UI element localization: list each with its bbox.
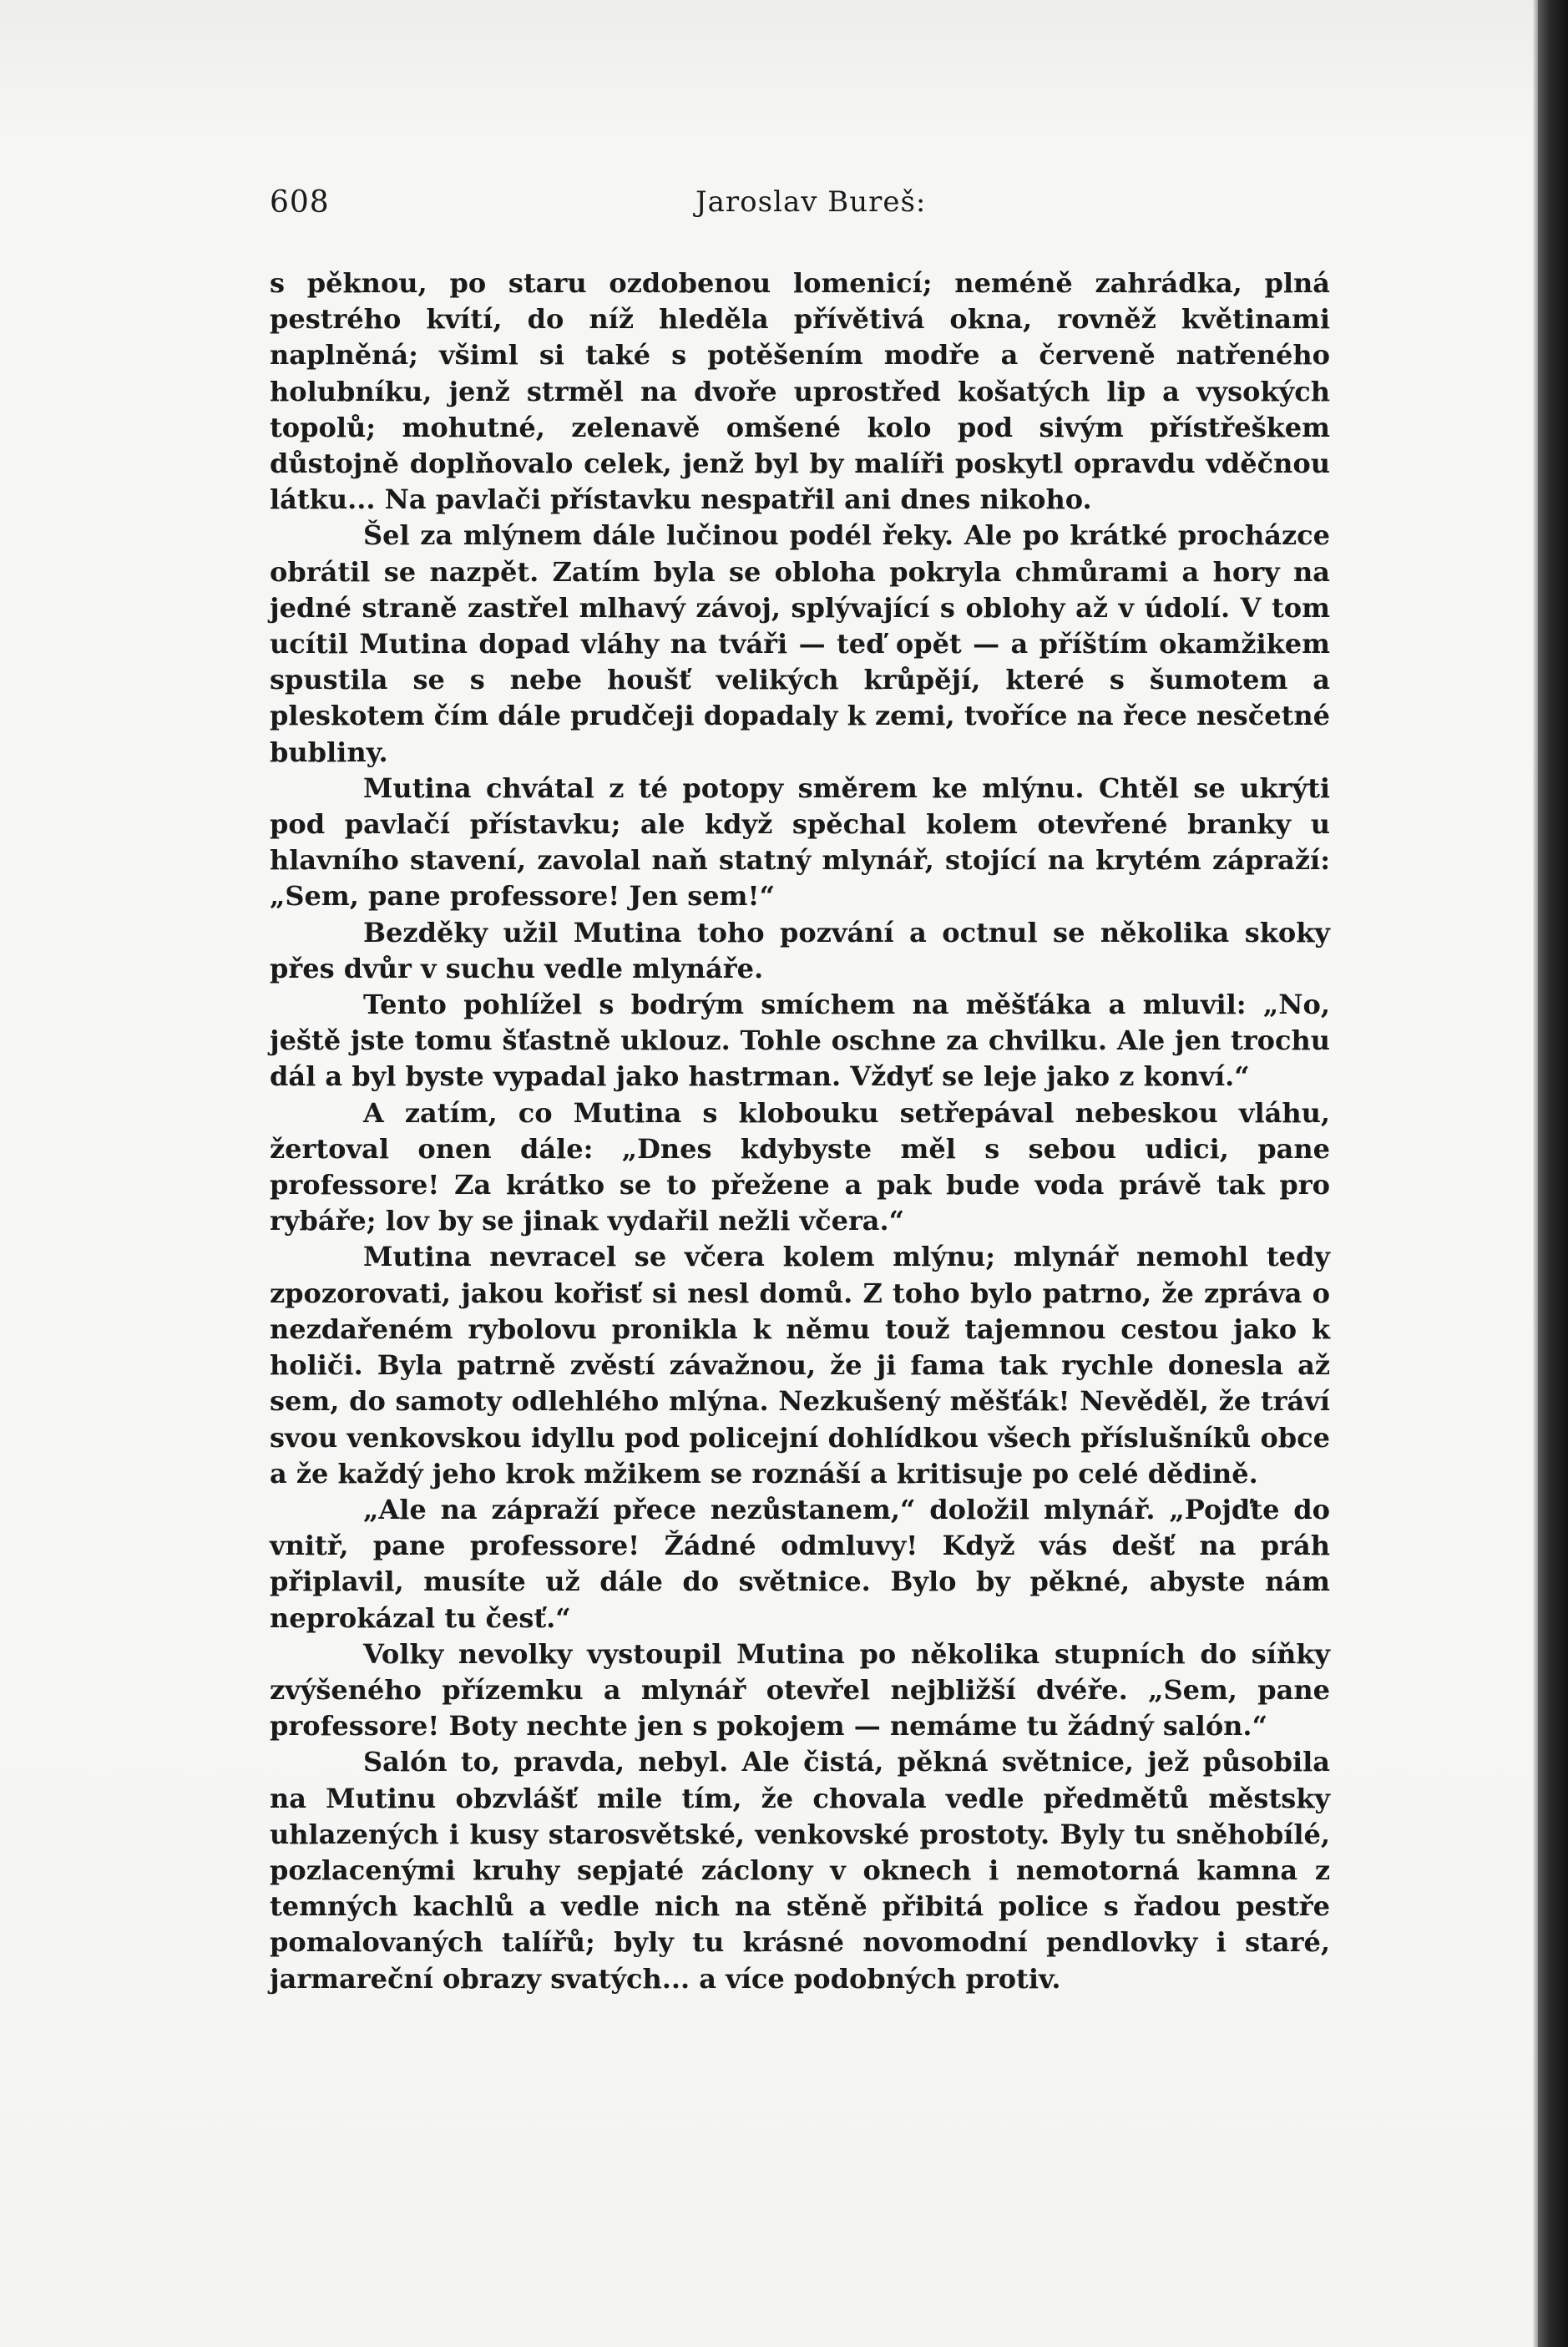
body-text <box>270 266 1330 1997</box>
paragraph: Bezděky užil Mutina toho pozvání a octnul se několika skoky přes dvůr v suchu vedle mlynáře. <box>270 916 1330 984</box>
paragraph: Volky nevolky vystoupil Mutina po několika stupních do síňky zvýšeného přízemku a mlynář otevřel nejbližší dvéře. „Sem, pane professore! Boty nechte jen s pokojem — nemáme tu žádný salón.“ <box>270 1637 1330 1743</box>
paragraph: s pěknou, po staru ozdobenou lomenicí; neméně zahrádka, plná pestrého kvítí, do níž hleděla přívětivá okna, rovněž květinami naplněná; všiml si také s potěšením modře a červeně natřeného holubníku, jenž strměl na dvoře uprostřed košatých lip a vysokých topolů; mohutné, zelenavě omšené kolo pod sivým přístřeškem důstojně doplňovalo celek, jenž byl by malíři poskytl opravdu vděčnou látku... Na pavlači přístavku nespatřil ani dnes nikoho. <box>270 267 1330 516</box>
paragraph: A zatím, co Mutina s klobouku setřepával nebeskou vláhu, žertoval onen dále: „Dnes kdybyste měl s sebou udici, pane professore! Za krátko se to přežene a pak bude voda právě tak pro rybáře; lov by se jinak vydařil nežli včera.“ <box>270 1096 1330 1237</box>
page-number: 608 <box>270 185 330 220</box>
running-title: Jaroslav Bureš: <box>695 185 927 219</box>
book-binding <box>1538 0 1568 2347</box>
paragraph: Mutina nevracel se včera kolem mlýnu; mlynář nemohl tedy zpozorovati, jakou kořisť si nesl domů. Z toho bylo patrno, že zpráva o nezdařeném rybolovu pronikla k němu touž tajemnou cestou jako k holiči. Byla patrně zvěstí závažnou, že ji fama tak rychle donesla až sem, do samoty odlehlého mlýna. Nezkušený měšťák! Nevěděl, že tráví svou venkovskou idyllu pod policejní dohlídkou všech příslušníků obce a že každý jeho krok mžikem se roznáší a kritisuje po celé dědině. <box>270 1241 1330 1490</box>
paragraph: Tento pohlížel s bodrým smíchem na měšťáka a mluvil: „No, ještě jste tomu šťastně uklouz. Tohle oschne za chvilku. Ale jen trochu dál a byl byste vypadal jako hastrman. Vždyť se leje jako z konví.“ <box>270 989 1330 1093</box>
paragraph: Šel za mlýnem dále lučinou podél řeky. Ale po krátké procházce obrátil se nazpět. Zatím byla se obloha pokryla chmůrami a hory na jedné straně zastřel mlhavý závoj, splývající s oblohy až v údolí. V tom ucítil Mutina dopad vláhy na tváři — teď opět — a příštím okamžikem spustila se s nebe houšť velikých krůpějí, které s šumotem a pleskotem čím dále prudčeji dopadaly k zemi, tvoříce na řece nesčetné bubliny. <box>270 519 1330 768</box>
paragraph: „Ale na zápraží přece nezůstanem,“ doložil mlynář. „Pojďte do vnitř, pane professore! Žádné odmluvy! Když vás dešť na práh připlavil, musíte už dále do světnice. Bylo by pěkné, abyste nám neprokázal tu česť.“ <box>270 1493 1330 1634</box>
paragraph: Salón to, pravda, nebyl. Ale čistá, pěkná světnice, jež působila na Mutinu obzvlášť mile tím, že chovala vedle předmětů městsky uhlazených i kusy starosvětské, venkovské prostoty. Byly tu sněhobílé, pozlacenými kruhy sepjaté záclony v oknech i nemotorná kamna z temných kachlů a vedle nich na stěně přibitá police s řadou pestře pomalovaných talířů; byly tu krásné novomodní pendlovky i staré, jarmareční obrazy svatých... a více podobných protiv. <box>270 1746 1330 1995</box>
running-head <box>270 185 1330 227</box>
paragraph: Mutina chvátal z té potopy směrem ke mlýnu. Chtěl se ukrýti pod pavlačí přístavku; ale když spěchal kolem otevřené branky u hlavního stavení, zavolal naň statný mlynář, stojící na krytém zápraží: „Sem, pane professore! Jen sem!“ <box>270 771 1330 913</box>
